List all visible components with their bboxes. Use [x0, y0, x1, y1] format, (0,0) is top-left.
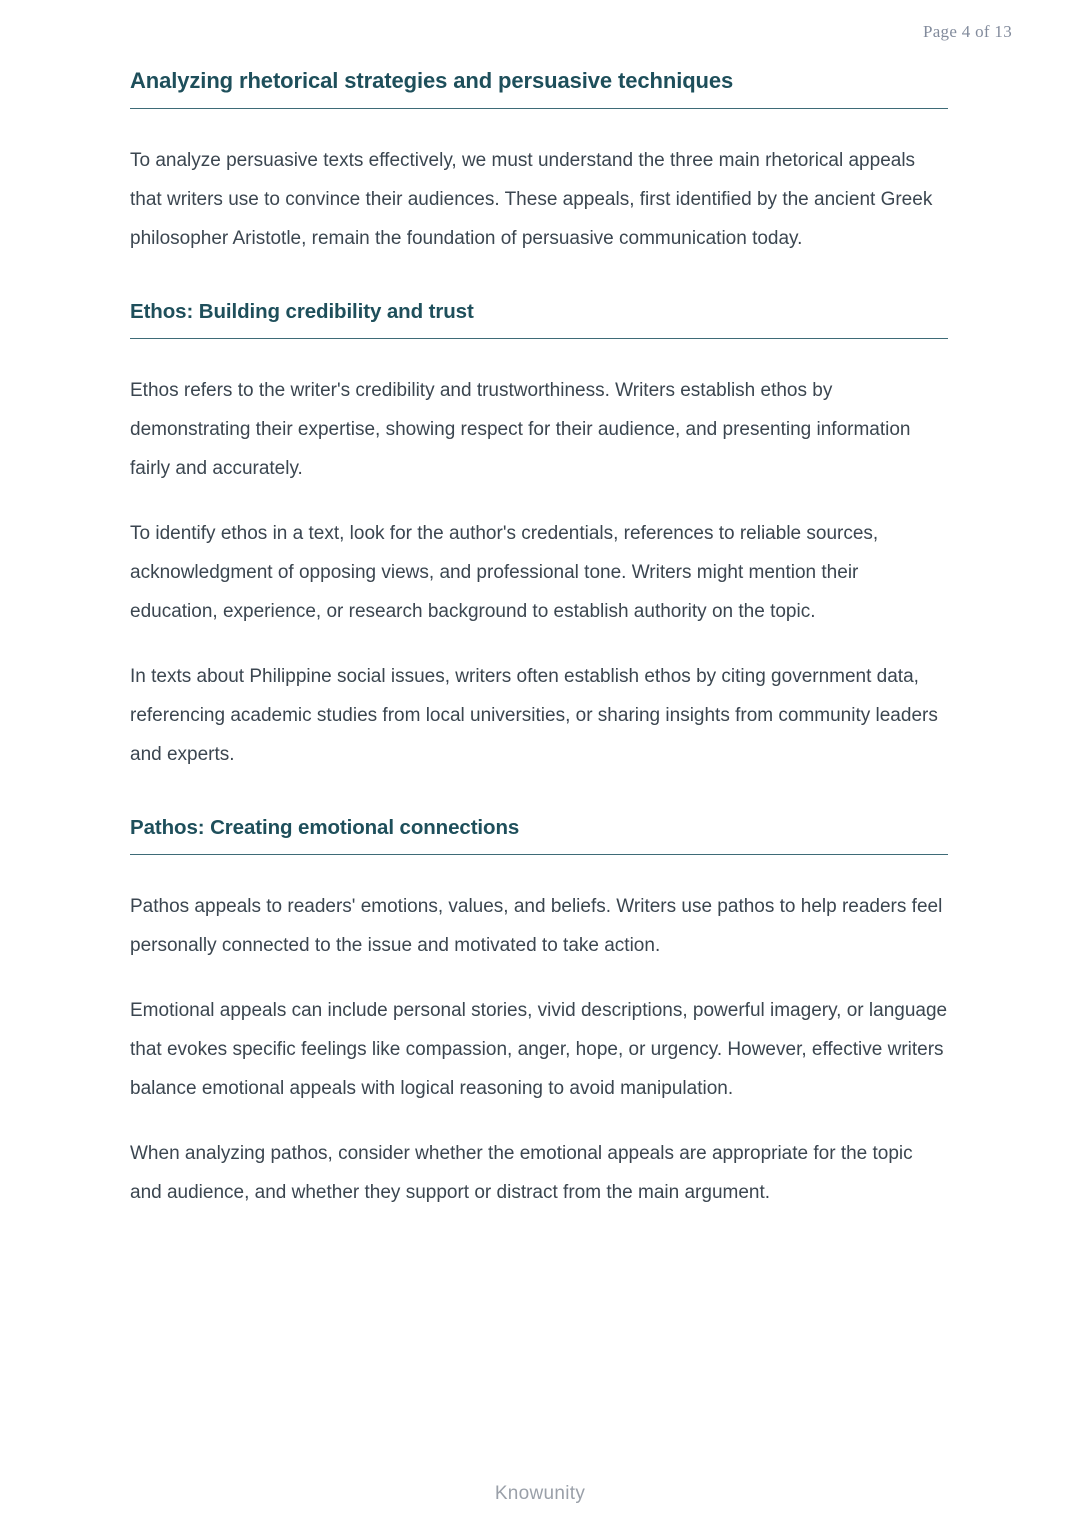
- body-paragraph: Emotional appeals can include personal stories, vivid descriptions, powerful imagery, or language that evokes specific feelings like compassion, anger, hope, or urgency. However, effective writers balance emotional appeals with logical reasoning to avoid manipulation.: [130, 1000, 948, 1099]
- heading-divider: [130, 108, 948, 109]
- body-paragraph: Pathos appeals to readers' emotions, values, and beliefs. Writers use pathos to help readers feel personally connected to the issue and motivated to take action.: [130, 896, 943, 956]
- heading-divider: [130, 854, 948, 855]
- page-title: Analyzing rhetorical strategies and persuasive techniques: [130, 68, 734, 93]
- body-paragraph: In texts about Philippine social issues, writers often establish ethos by citing government data, referencing academic studies from local universities, or sharing insights from community leaders and experts.: [130, 666, 938, 765]
- section-title-ethos: Ethos: Building credibility and trust: [130, 300, 474, 323]
- body-paragraph: When analyzing pathos, consider whether the emotional appeals are appropriate for the topic and audience, and whether they support or distract from the main argument.: [130, 1143, 913, 1203]
- body-paragraph: Ethos refers to the writer's credibility and trustworthiness. Writers establish ethos by demonstrating their expertise, showing respect for their audience, and presenting information fairly and accurately.: [130, 380, 911, 479]
- document-content: [130, 68, 948, 1212]
- footer-brand: Knowunity: [494, 1483, 586, 1504]
- intro-paragraph: To analyze persuasive texts effectively, we must understand the three main rhetorical appeals that writers use to convince their audiences. These appeals, first identified by the ancient Greek philosopher Aristotle, remain the foundation of persuasive communication today.: [130, 150, 933, 249]
- page-number: Page 4 of 13: [922, 22, 1012, 41]
- section-title-pathos: Pathos: Creating emotional connections: [130, 816, 520, 839]
- heading-divider: [130, 338, 948, 339]
- body-paragraph: To identify ethos in a text, look for the author's credentials, references to reliable sources, acknowledgment of opposing views, and professional tone. Writers might mention their education, experience, or research background to establish authority on the topic.: [130, 523, 879, 622]
